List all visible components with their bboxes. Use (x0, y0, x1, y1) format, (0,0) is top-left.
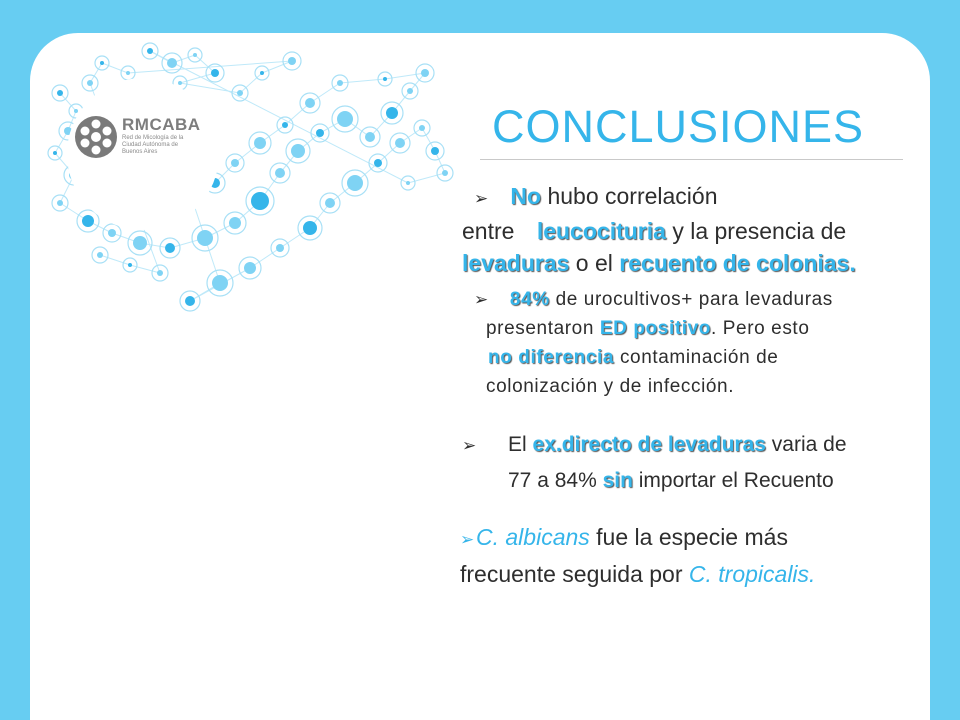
bullet-3: ➢ El ex.directo de levaduras varia de 77 a 84% sin importar el Recuento (462, 427, 847, 498)
arrow-bullet-icon: ➢ (474, 189, 489, 208)
logo-subtitle: Red de Micología de la Ciudad Autónoma de Buenos Aires (122, 135, 184, 155)
bullet-1: ➢ No hubo correlación entre leucocituria y la presencia de levaduras o el recuento de colonias. (462, 183, 856, 276)
arrow-bullet-icon: ➢ (474, 290, 489, 309)
bullet-2: ➢ 84% de urocultivos+ para levaduras presentaron ED positivo. Pero esto no diferencia contaminación de colonización y de infección. (461, 285, 833, 401)
slide-card (30, 33, 930, 720)
bullet-4: ➢C. albicans fue la especie más frecuente seguida por C. tropicalis. (460, 524, 816, 587)
arrow-bullet-icon: ➢ (462, 436, 477, 455)
slide-title: CONCLUSIONES (492, 101, 865, 152)
title-divider (480, 159, 903, 160)
logo-icon (72, 113, 120, 161)
arrow-bullet-icon: ➢ (460, 530, 475, 549)
logo-name: RMCABA (122, 115, 201, 134)
